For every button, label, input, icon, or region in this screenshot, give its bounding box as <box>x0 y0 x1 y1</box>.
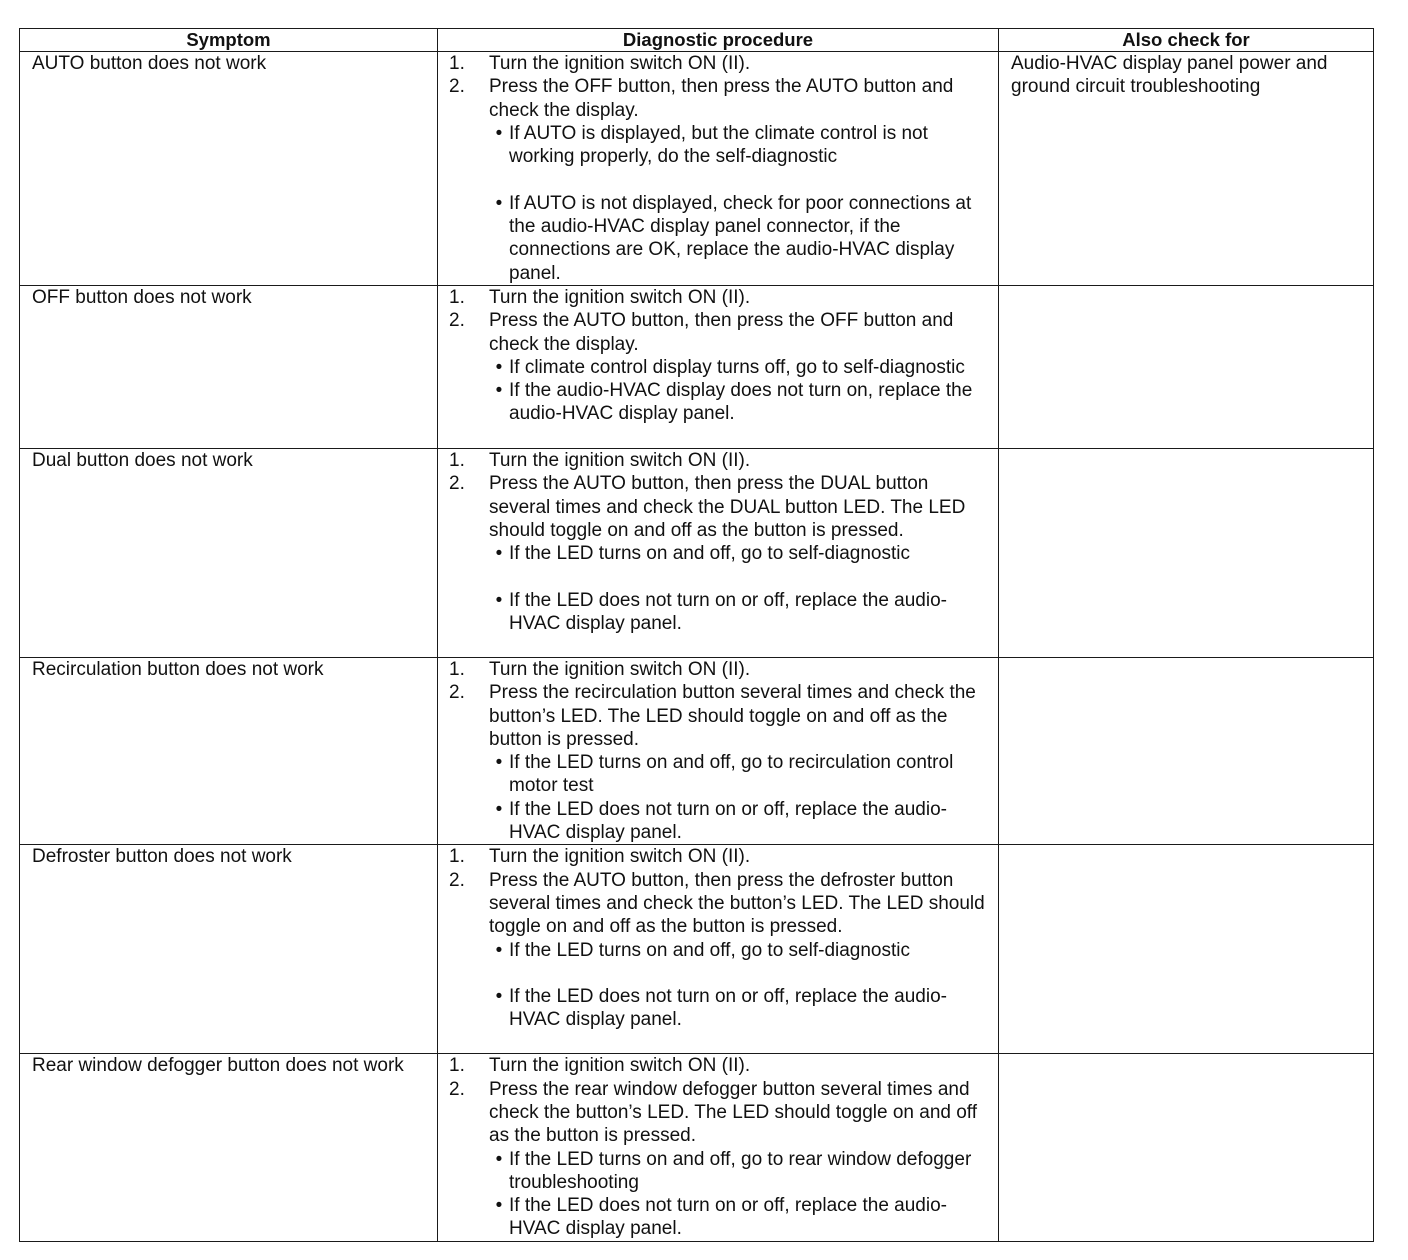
procedure-bullet <box>444 356 992 379</box>
bullet-icon: • <box>495 356 503 378</box>
procedure-cell <box>438 1054 999 1241</box>
symptom-cell: Dual button does not work <box>20 448 438 657</box>
step-number: 2. <box>449 869 465 891</box>
procedure-bullet <box>444 751 992 798</box>
step-number: 2. <box>449 310 465 332</box>
step-number: 2. <box>449 76 465 98</box>
procedure-bullet <box>444 379 992 426</box>
step-number: 1. <box>449 846 465 868</box>
bullet-icon: • <box>495 192 503 214</box>
bullet-text: If AUTO is not displayed, check for poor connections at the audio-HVAC display panel connector, if the connections are OK, replace the audio-HVAC display panel. <box>509 192 972 284</box>
step-text: Press the AUTO button, then press the defroster button several times and check the button’s LED. The LED should toggle on and off as the button is pressed. <box>489 869 985 938</box>
bullet-text: If the LED turns on and off, go to rear window defogger troubleshooting <box>509 1148 972 1193</box>
symptom-cell: Defroster button does not work <box>20 845 438 1054</box>
step-text: Turn the ignition switch ON (II). <box>489 846 751 868</box>
also-check-cell <box>999 448 1374 657</box>
table-row <box>20 1054 1374 1241</box>
step-text: Turn the ignition switch ON (II). <box>489 1055 751 1077</box>
procedure-bullet <box>444 542 992 565</box>
bullet-text: If climate control display turns off, go to self-diagnostic <box>509 356 965 378</box>
bullet-icon: • <box>495 1148 503 1170</box>
bullet-text: If the LED turns on and off, go to self-diagnostic <box>509 939 911 961</box>
procedure-cell <box>438 52 999 286</box>
diagnostic-table <box>19 28 1374 1242</box>
bullet-icon: • <box>495 122 503 144</box>
bullet-text: If the LED turns on and off, go to recirculation control motor test <box>509 752 954 797</box>
also-check-cell <box>999 285 1374 448</box>
procedure-bullet <box>444 939 992 962</box>
step-number: 2. <box>449 473 465 495</box>
procedure-step <box>444 845 992 868</box>
bullet-text: If the LED does not turn on or off, replace the audio-HVAC display panel. <box>509 986 947 1031</box>
procedure-bullet <box>444 122 992 169</box>
header-diagnostic-procedure: Diagnostic procedure <box>438 29 999 52</box>
also-check-cell <box>999 657 1374 844</box>
step-number: 1. <box>449 53 465 74</box>
symptom-cell: OFF button does not work <box>20 285 438 448</box>
bullet-icon: • <box>495 939 503 961</box>
bullet-text: If the LED turns on and off, go to self-diagnostic <box>509 543 911 565</box>
step-number: 1. <box>449 286 465 308</box>
table-row <box>20 52 1374 286</box>
also-check-cell <box>999 1054 1374 1241</box>
step-number: 2. <box>449 1078 465 1100</box>
bullet-icon: • <box>495 798 503 820</box>
header-also-check-for: Also check for <box>999 29 1374 52</box>
procedure-step <box>444 449 992 472</box>
bullet-icon: • <box>495 589 503 611</box>
also-check-cell: Audio-HVAC display panel power and ground circuit troubleshooting <box>999 52 1374 286</box>
bullet-text: If the LED does not turn on or off, replace the audio-HVAC display panel. <box>509 589 947 635</box>
step-number: 1. <box>449 449 465 471</box>
bullet-icon: • <box>495 986 503 1008</box>
step-text: Press the OFF button, then press the AUTO button and check the display. <box>489 76 954 121</box>
bullet-text: If the LED does not turn on or off, replace the audio-HVAC display panel. <box>509 798 947 844</box>
symptom-cell: AUTO button does not work <box>20 52 438 286</box>
procedure-cell <box>438 845 999 1054</box>
step-text: Press the rear window defogger button several times and check the button’s LED. The LED should toggle on and off as the button is pressed. <box>489 1078 978 1147</box>
table-row <box>20 845 1374 1054</box>
bullet-icon: • <box>495 752 503 774</box>
table-row <box>20 657 1374 844</box>
procedure-step <box>444 472 992 542</box>
procedure-step <box>444 52 992 75</box>
step-number: 1. <box>449 658 465 680</box>
step-text: Press the AUTO button, then press the DUAL button several times and check the DUAL button LED. The LED should toggle on and off as the button is pressed. <box>489 473 966 541</box>
procedure-step <box>444 75 992 122</box>
bullet-text: If AUTO is displayed, but the climate control is not working properly, do the self-diagnostic <box>509 122 928 168</box>
procedure-bullet <box>444 1194 992 1241</box>
procedure-cell <box>438 657 999 844</box>
table-row <box>20 285 1374 448</box>
procedure-cell <box>438 448 999 657</box>
also-check-cell <box>999 845 1374 1054</box>
header-symptom: Symptom <box>20 29 438 52</box>
step-text: Press the recirculation button several times and check the button’s LED. The LED should toggle on and off as the button is pressed. <box>489 682 976 750</box>
procedure-step <box>444 681 992 751</box>
procedure-cell <box>438 285 999 448</box>
procedure-bullet <box>444 1148 992 1195</box>
step-text: Turn the ignition switch ON (II). <box>489 53 751 74</box>
table-row <box>20 448 1374 657</box>
procedure-bullet <box>444 985 992 1032</box>
step-text: Turn the ignition switch ON (II). <box>489 449 751 471</box>
step-text: Turn the ignition switch ON (II). <box>489 658 751 680</box>
bullet-icon: • <box>495 543 503 565</box>
bullet-text: If the audio-HVAC display does not turn on, replace the audio-HVAC display panel. <box>509 380 973 425</box>
procedure-step <box>444 286 992 309</box>
symptom-cell: Rear window defogger button does not work <box>20 1054 438 1241</box>
bullet-icon: • <box>495 380 503 402</box>
procedure-bullet <box>444 798 992 845</box>
step-number: 1. <box>449 1055 465 1077</box>
bullet-text: If the LED does not turn on or off, replace the audio-HVAC display panel. <box>509 1195 947 1240</box>
step-text: Press the AUTO button, then press the OFF button and check the display. <box>489 310 954 355</box>
procedure-bullet <box>444 192 992 285</box>
header-row <box>20 29 1374 52</box>
procedure-step <box>444 1078 992 1148</box>
step-text: Turn the ignition switch ON (II). <box>489 286 751 308</box>
procedure-step <box>444 658 992 681</box>
procedure-step <box>444 309 992 356</box>
symptom-cell: Recirculation button does not work <box>20 657 438 844</box>
procedure-bullet <box>444 589 992 636</box>
bullet-icon: • <box>495 1195 503 1217</box>
step-number: 2. <box>449 682 465 704</box>
procedure-step <box>444 869 992 939</box>
procedure-step <box>444 1054 992 1077</box>
